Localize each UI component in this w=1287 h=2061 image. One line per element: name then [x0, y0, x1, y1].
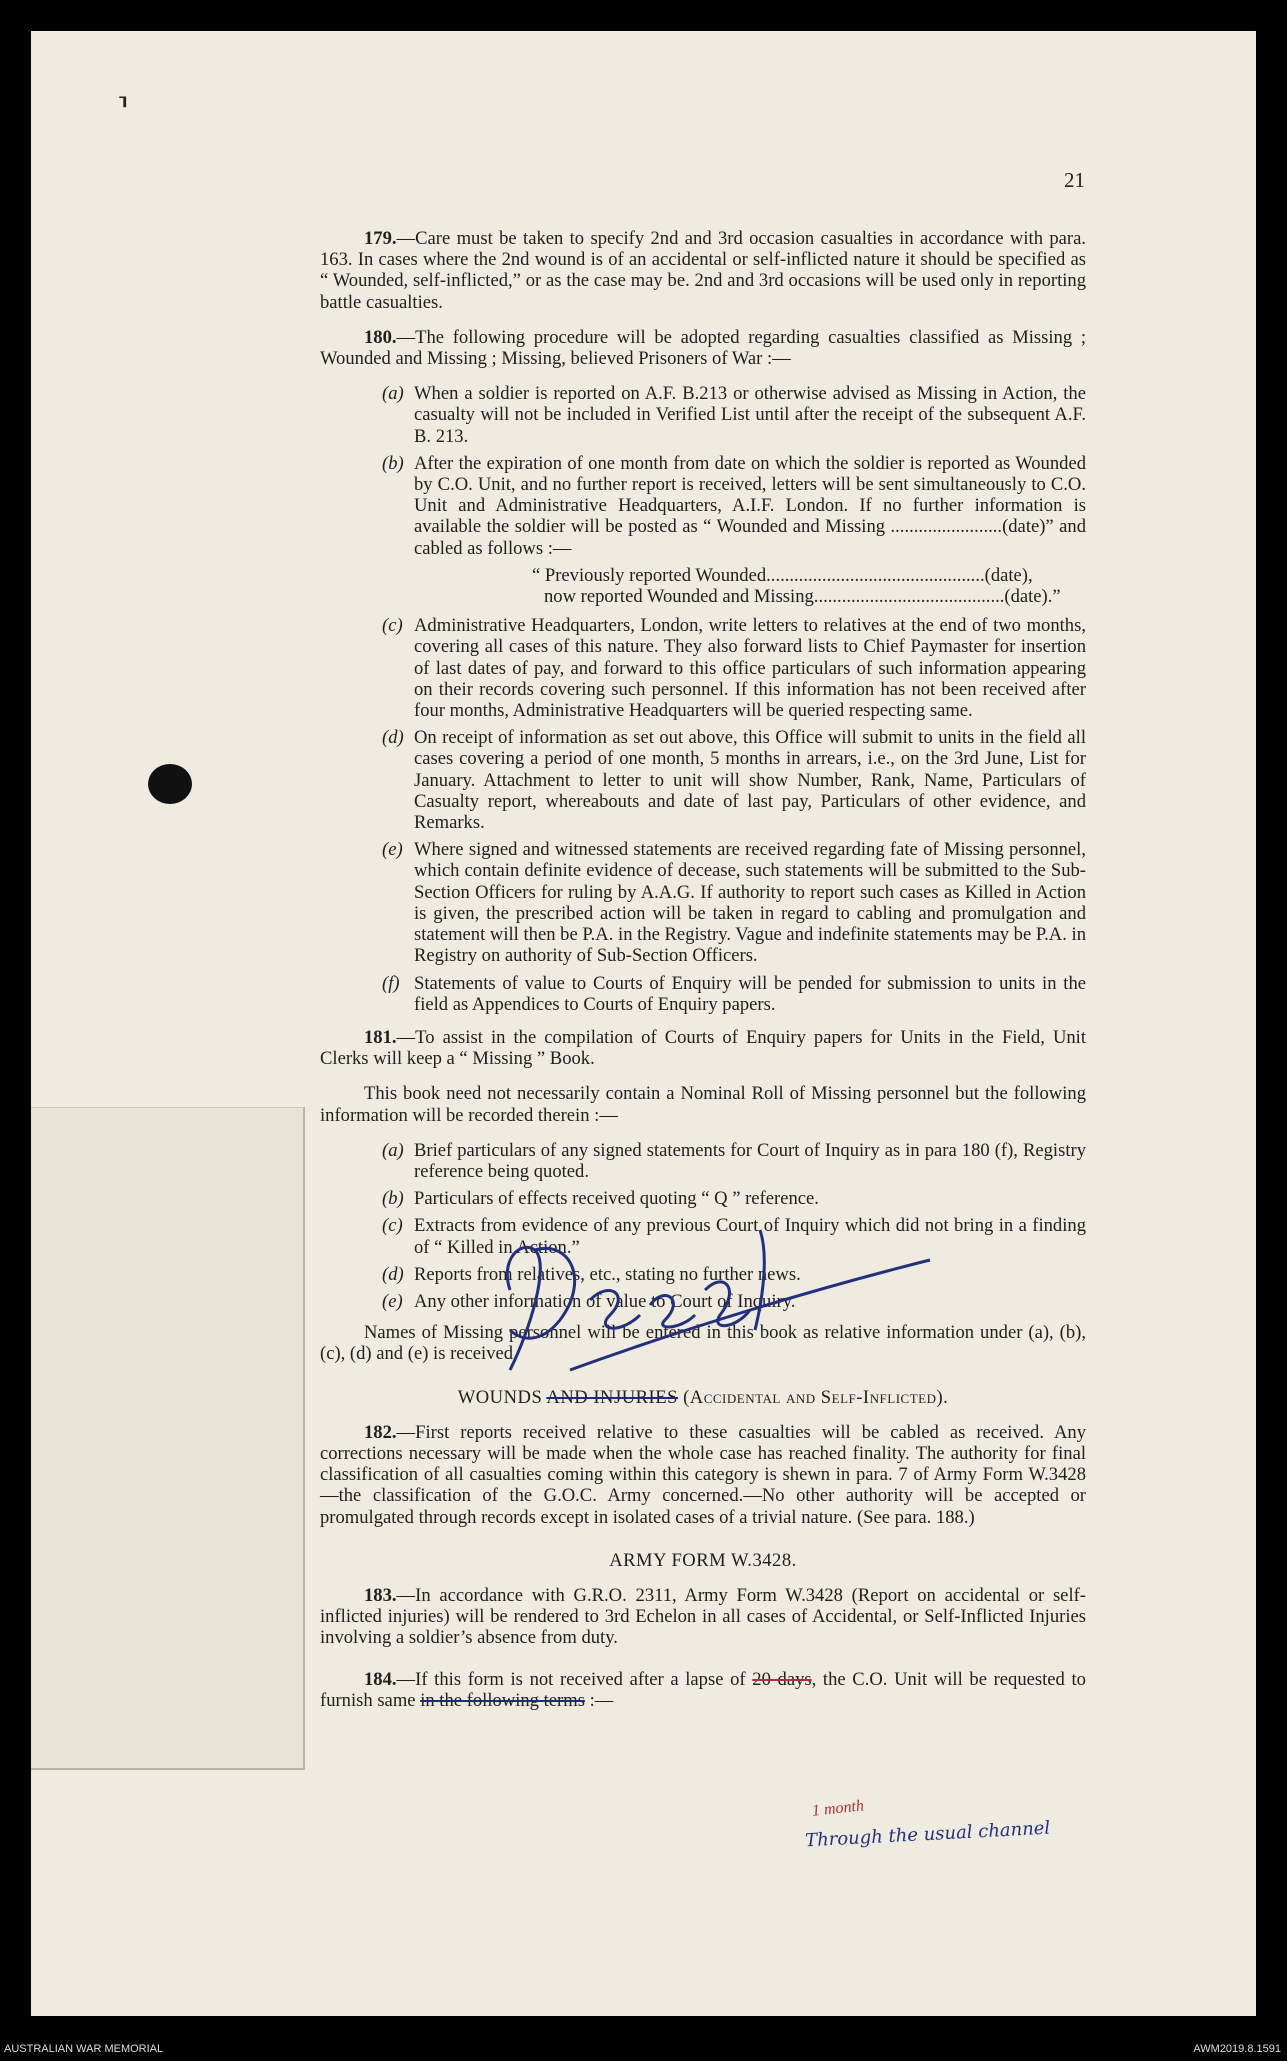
list-item [382, 383, 1086, 447]
cable-quote [532, 565, 1086, 607]
item-label: (d) [382, 1263, 404, 1285]
handwritten-note: Through the usual channel [804, 1817, 1051, 1852]
list-item [382, 839, 1086, 966]
handwritten-correction: 1 month [811, 1797, 865, 1820]
para-number: 180. [364, 326, 397, 348]
para-number: 183. [364, 1584, 397, 1606]
item-label: (d) [382, 727, 404, 749]
para-text: —Care must be taken to specify 2nd and 3rd occasion casualties in accordance with para. 163. In cases where the 2nd wound is of an accidental or self-inflicted nature it should be specified as “ Wounded, self-inflicted,” or as the case may be. 2nd and 3rd occasions will be used only in reporting battle casualties. [320, 228, 1086, 313]
para-text: —First reports received relative to these casualties will be cabled as received. Any corrections necessary will be made when the whole case has reached finality. The authority for final classification of all casualties coming within this category is shewn in para. 7 of Army Form W.3428—the classification of the G.O.C. Army concerned.—No other authority will be accepted or promulgated through records except in isolated cases of a trivial nature. (See para. 188.) [320, 1421, 1086, 1528]
item-text: Where signed and witnessed statements are received regarding fate of Missing personnel, which contain definite evidence of decease, such statements will be submitted to the Sub-Section Officers for ruling by A.A.G. If authority to report such cases as Killed in Action is given, the prescribed action will be taken in regard to cabling and promulgation and statement will then be P.A. in the Registry. Vague and indefinite statements may be P.A. in Registry on authority of Sub-Section Officers. [414, 839, 1086, 967]
para-number: 182. [364, 1421, 397, 1443]
para-184 [320, 1669, 1086, 1711]
para-181 [320, 1027, 1086, 1069]
item-label: (e) [382, 1290, 403, 1312]
para-181c: Names of Missing personnel will be entered in this book as relative information under (a), (b), (c), (d) and (e) is received. [320, 1322, 1086, 1365]
footer-credit: AUSTRALIAN WAR MEMORIAL [4, 2043, 164, 2055]
para-182 [320, 1422, 1086, 1528]
heading-text: WOUNDS [457, 1386, 543, 1408]
punch-hole [148, 764, 192, 804]
para-number: 179. [364, 228, 397, 249]
para-180 [320, 327, 1086, 369]
item-label: (c) [382, 1215, 403, 1237]
item-text: Administrative Headquarters, London, write letters to relatives at the end of two months, covering all cases of this nature. They also forward lists to Chief Paymaster for insertion of last dates of pay, and forward to this office particulars of such information appearing on their records covering such personnel. If this information has not been received after four months, Administrative Headquarters will be queried respecting same. [414, 615, 1086, 722]
para-183 [320, 1585, 1086, 1649]
item-text: Particulars of effects received quoting “ Q ” reference. [414, 1188, 819, 1210]
para-text: —In accordance with G.R.O. 2311, Army Form W.3428 (Report on accidental or self-inflicted injuries) will be rendered to 3rd Echelon in all cases of Accidental, or Self-Inflicted Injuries involving a soldier’s absence from duty. [320, 1584, 1086, 1649]
para-181b: This book need not necessarily contain a Nominal Roll of Missing personnel but the following information will be recorded therein :— [320, 1083, 1086, 1126]
list-item [382, 1140, 1086, 1182]
pencil-mark: ⸣ [117, 93, 129, 126]
document-body [320, 228, 1086, 1725]
item-label: (b) [382, 1188, 404, 1210]
struck-text: in the following terms [420, 1689, 585, 1711]
army-form-heading: ARMY FORM W.3428. [609, 1549, 797, 1571]
item-text: Statements of value to Courts of Enquiry will be pended for submission to units in the field as Appendices to Courts of Enquiry papers. [414, 972, 1086, 1015]
item-label: (b) [382, 452, 404, 474]
item-text: Any other information of value to Court of Inquiry. [414, 1290, 796, 1312]
item-label: (a) [382, 1139, 404, 1161]
list-item [382, 973, 1086, 1015]
item-text: Extracts from evidence of any previous Court of Inquiry which did not bring in a finding of “ Killed in Action.” [414, 1215, 1086, 1258]
handwritten-signature [480, 1220, 940, 1380]
struck-text: AND INJURIES [546, 1386, 678, 1408]
list-item [382, 453, 1086, 559]
list-item [382, 615, 1086, 721]
para-180-list [382, 383, 1086, 1015]
quote-line: now reported Wounded and Missing.........................................(date).” [544, 586, 1061, 608]
item-text: When a soldier is reported on A.F. B.213 or otherwise advised as Missing in Action, the casualty will not be included in Verified List until after the receipt of the subsequent A.F. B. 213. [414, 383, 1086, 447]
page-number: 21 [1064, 168, 1085, 192]
struck-text: 20 days [752, 1668, 812, 1690]
list-item [382, 1188, 1086, 1209]
para-text: —To assist in the compilation of Courts of Enquiry papers for Units in the Field, Unit Clerks will keep a “ Missing ” Book. [320, 1026, 1086, 1070]
heading-text: (Accidental and Self-Inflicted). [683, 1386, 949, 1408]
para-text: , the C.O. Unit will be requested to furnish same [320, 1668, 1086, 1711]
item-text: After the expiration of one month from date on which the soldier is reported as Wounded by C.O. Unit, and no further report is received, letters will be sent simultaneously to C.O. Unit and Administrative Headquarters, A.I.F. London. If no further information is available the soldier will be posted as “ Wounded and Missing ........................(date)” and cabled as follows :— [414, 452, 1086, 559]
list-item [382, 727, 1086, 833]
para-number: 181. [364, 1026, 397, 1048]
wounds-heading [320, 1387, 1086, 1408]
footer-accession: AWM2019.8.1591 [1193, 2043, 1281, 2055]
item-label: (f) [382, 972, 400, 994]
attached-slip [31, 1107, 305, 1770]
para-179 [320, 228, 1086, 313]
para-number: 184. [364, 1668, 397, 1690]
footer-bar [0, 2033, 1287, 2061]
item-label: (a) [382, 383, 404, 405]
para-text: —The following procedure will be adopted regarding casualties classified as Missing ; Wounded and Missing ; Missing, believed Prisoners of War :— [320, 326, 1086, 370]
quote-line: “ Previously reported Wounded...............................................(date), [532, 564, 1033, 586]
item-label: (c) [382, 615, 403, 637]
para-text: :— [584, 1689, 614, 1711]
item-label: (e) [382, 839, 403, 861]
item-text: Reports from relatives, etc., stating no further news. [414, 1263, 801, 1285]
item-text: On receipt of information as set out above, this Office will submit to units in the field all cases covering a period of one month, 5 months in arrears, i.e., on the 3rd June, List for January. Attachment to letter to unit will show Number, Rank, Name, Particulars of Casualty report, whereabouts and date of last pay, Particulars of other evidence, and Remarks. [414, 727, 1086, 834]
para-text: —If this form is not received after a lapse of [396, 1668, 753, 1690]
item-text: Brief particulars of any signed statements for Court of Inquiry as in para 180 (f), Registry reference being quoted. [414, 1139, 1086, 1182]
